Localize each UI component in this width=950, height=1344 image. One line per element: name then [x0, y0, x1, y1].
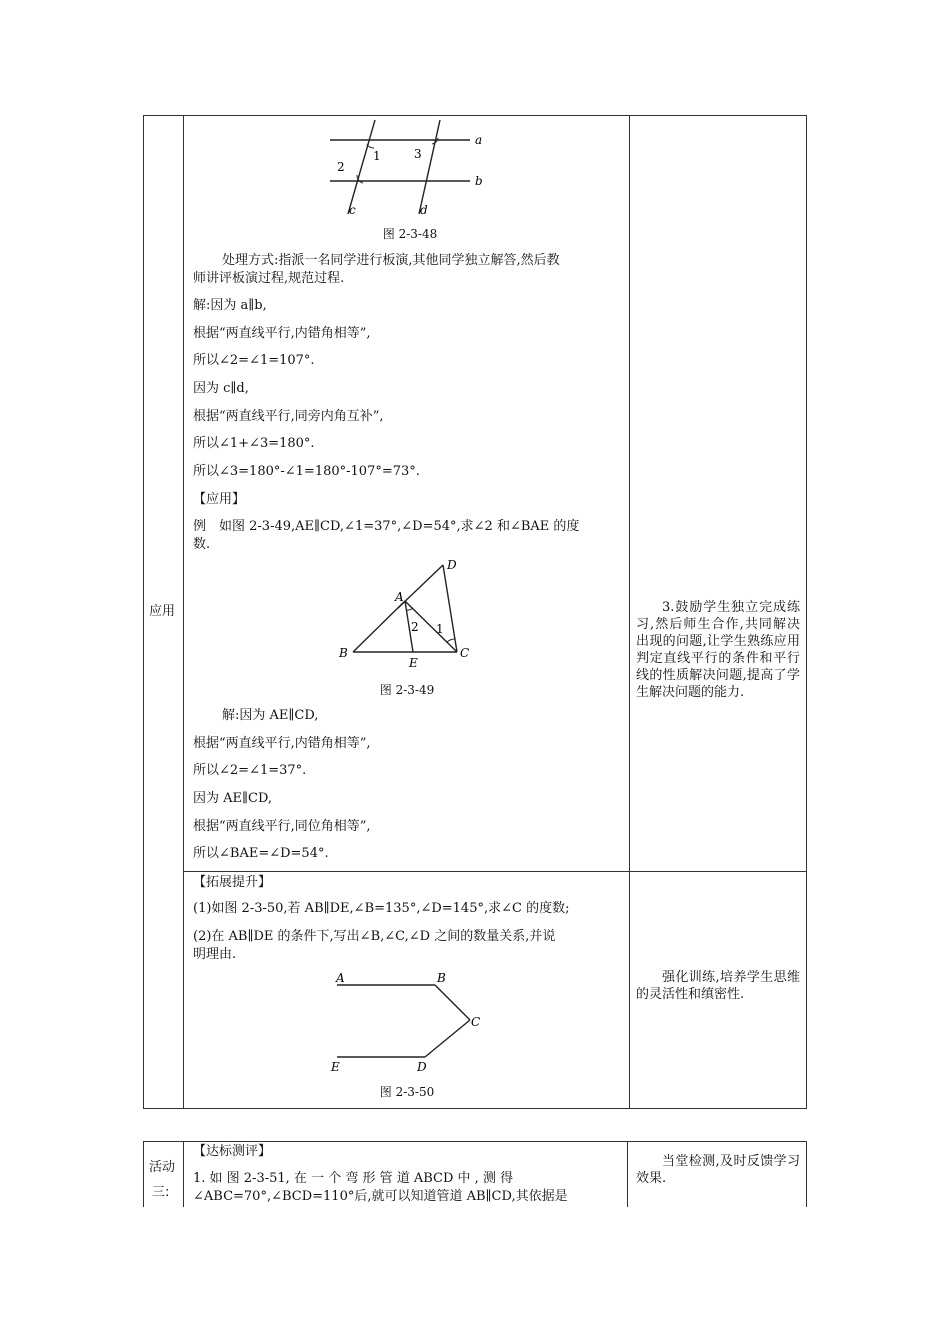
fig49-label-C: C	[460, 646, 470, 660]
process-line-2: 师讲评板演过程,规范过程.	[193, 271, 345, 286]
side-note-assessment: 当堂检测,及时反馈学习效果.	[636, 1154, 800, 1186]
table2-col-divider-left	[183, 1141, 184, 1207]
solution1-line-4: 因为 c∥d,	[193, 381, 249, 396]
solution2-line-5: 根据“两直线平行,同位角相等”,	[193, 819, 371, 834]
assessment-q1-line-1: 1. 如 图 2-3-51, 在 一 个 弯 形 管 道 ABCD 中 , 测 得	[193, 1171, 514, 1186]
solution2-line-4: 因为 AE∥CD,	[193, 791, 273, 806]
row-label-activity3-line2: 三:	[152, 1185, 170, 1200]
fig49-label-1: 1	[436, 622, 444, 636]
solution2-line-2: 根据“两直线平行,内错角相等”,	[193, 736, 371, 751]
figure-2-3-49	[335, 557, 485, 672]
fig48-label-c: c	[349, 203, 356, 217]
fig49-label-A: A	[395, 590, 404, 604]
fig49-label-B: B	[339, 646, 348, 660]
extend-header: 【拓展提升】	[193, 875, 272, 890]
fig50-label-A: A	[336, 971, 345, 985]
solution1-line-2: 根据“两直线平行,内错角相等”,	[193, 326, 371, 341]
solution1-line-6: 所以∠1+∠3=180°.	[193, 436, 315, 451]
assessment-header: 【达标测评】	[193, 1144, 272, 1159]
fig49-caption: 图 2-3-49	[379, 683, 435, 697]
extend-q2-line-1: (2)在 AB∥DE 的条件下,写出∠B,∠C,∠D 之间的数量关系,并说	[193, 929, 556, 944]
fig49-label-D: D	[447, 558, 457, 572]
fig50-label-C: C	[471, 1015, 481, 1029]
fig48-label-a: a	[475, 133, 483, 147]
fig48-label-d: d	[420, 203, 428, 217]
solution1-line-1: 解:因为 a∥b,	[193, 298, 267, 313]
solution2-line-6: 所以∠BAE=∠D=54°.	[193, 846, 329, 861]
fig49-label-2: 2	[411, 620, 419, 634]
figure-2-3-48	[325, 118, 495, 218]
fig48-label-2: 2	[337, 160, 345, 174]
process-line-1: 处理方式:指派一名同学进行板演,其他同学独立解答,然后教	[222, 253, 560, 268]
side-note-extend: 强化训练,培养学生思维的灵活性和缜密性.	[636, 970, 800, 1002]
fig48-label-b: b	[475, 174, 483, 188]
table-col-divider-right	[629, 115, 630, 1109]
row-label-apply: 应用	[149, 604, 176, 619]
table-row-divider	[183, 871, 807, 872]
table2-col-divider-right	[627, 1141, 628, 1207]
figure-2-3-50	[325, 965, 495, 1077]
assessment-q1-line-2: ∠ABC=70°,∠BCD=110°后,就可以知道管道 AB∥CD,其依据是	[193, 1189, 568, 1204]
example-line-1: 例 如图 2-3-49,AE∥CD,∠1=37°,∠D=54°,求∠2 和∠BAE 的度	[193, 519, 580, 534]
solution1-line-7: 所以∠3=180°-∠1=180°-107°=73°.	[193, 464, 420, 479]
fig50-label-D: D	[417, 1060, 427, 1074]
solution1-line-3: 所以∠2=∠1=107°.	[193, 353, 315, 368]
fig48-label-3: 3	[414, 147, 422, 161]
row-label-activity3-line1: 活动	[149, 1160, 176, 1175]
solution1-line-5: 根据“两直线平行,同旁内角互补”,	[193, 409, 384, 424]
line-c	[348, 120, 375, 214]
extend-q1: (1)如图 2-3-50,若 AB∥DE,∠B=135°,∠D=145°,求∠C 的度数;	[193, 901, 570, 916]
fig48-label-1: 1	[373, 149, 381, 163]
fig50-caption: 图 2-3-50	[379, 1085, 435, 1099]
side-note-apply: 3.鼓励学生独立完成练习,然后师生合作,共同解决出现的问题,让学生熟练应用判定直线平行的条件和平行线的性质解决问题,提高了学生解决问题的能力.	[636, 600, 800, 700]
solution2-line-3: 所以∠2=∠1=37°.	[193, 763, 307, 778]
solution2-line-1: 解:因为 AE∥CD,	[222, 708, 319, 723]
table-col-divider-left	[183, 115, 184, 1109]
fig48-caption: 图 2-3-48	[382, 227, 438, 241]
fig50-label-E: E	[331, 1060, 340, 1074]
line-d	[419, 120, 440, 214]
extend-q2-line-2: 明理由.	[193, 947, 237, 962]
fig50-label-B: B	[437, 971, 446, 985]
fig49-label-E: E	[409, 656, 418, 670]
apply-header: 【应用】	[193, 492, 246, 507]
example-line-2: 数.	[193, 537, 211, 552]
